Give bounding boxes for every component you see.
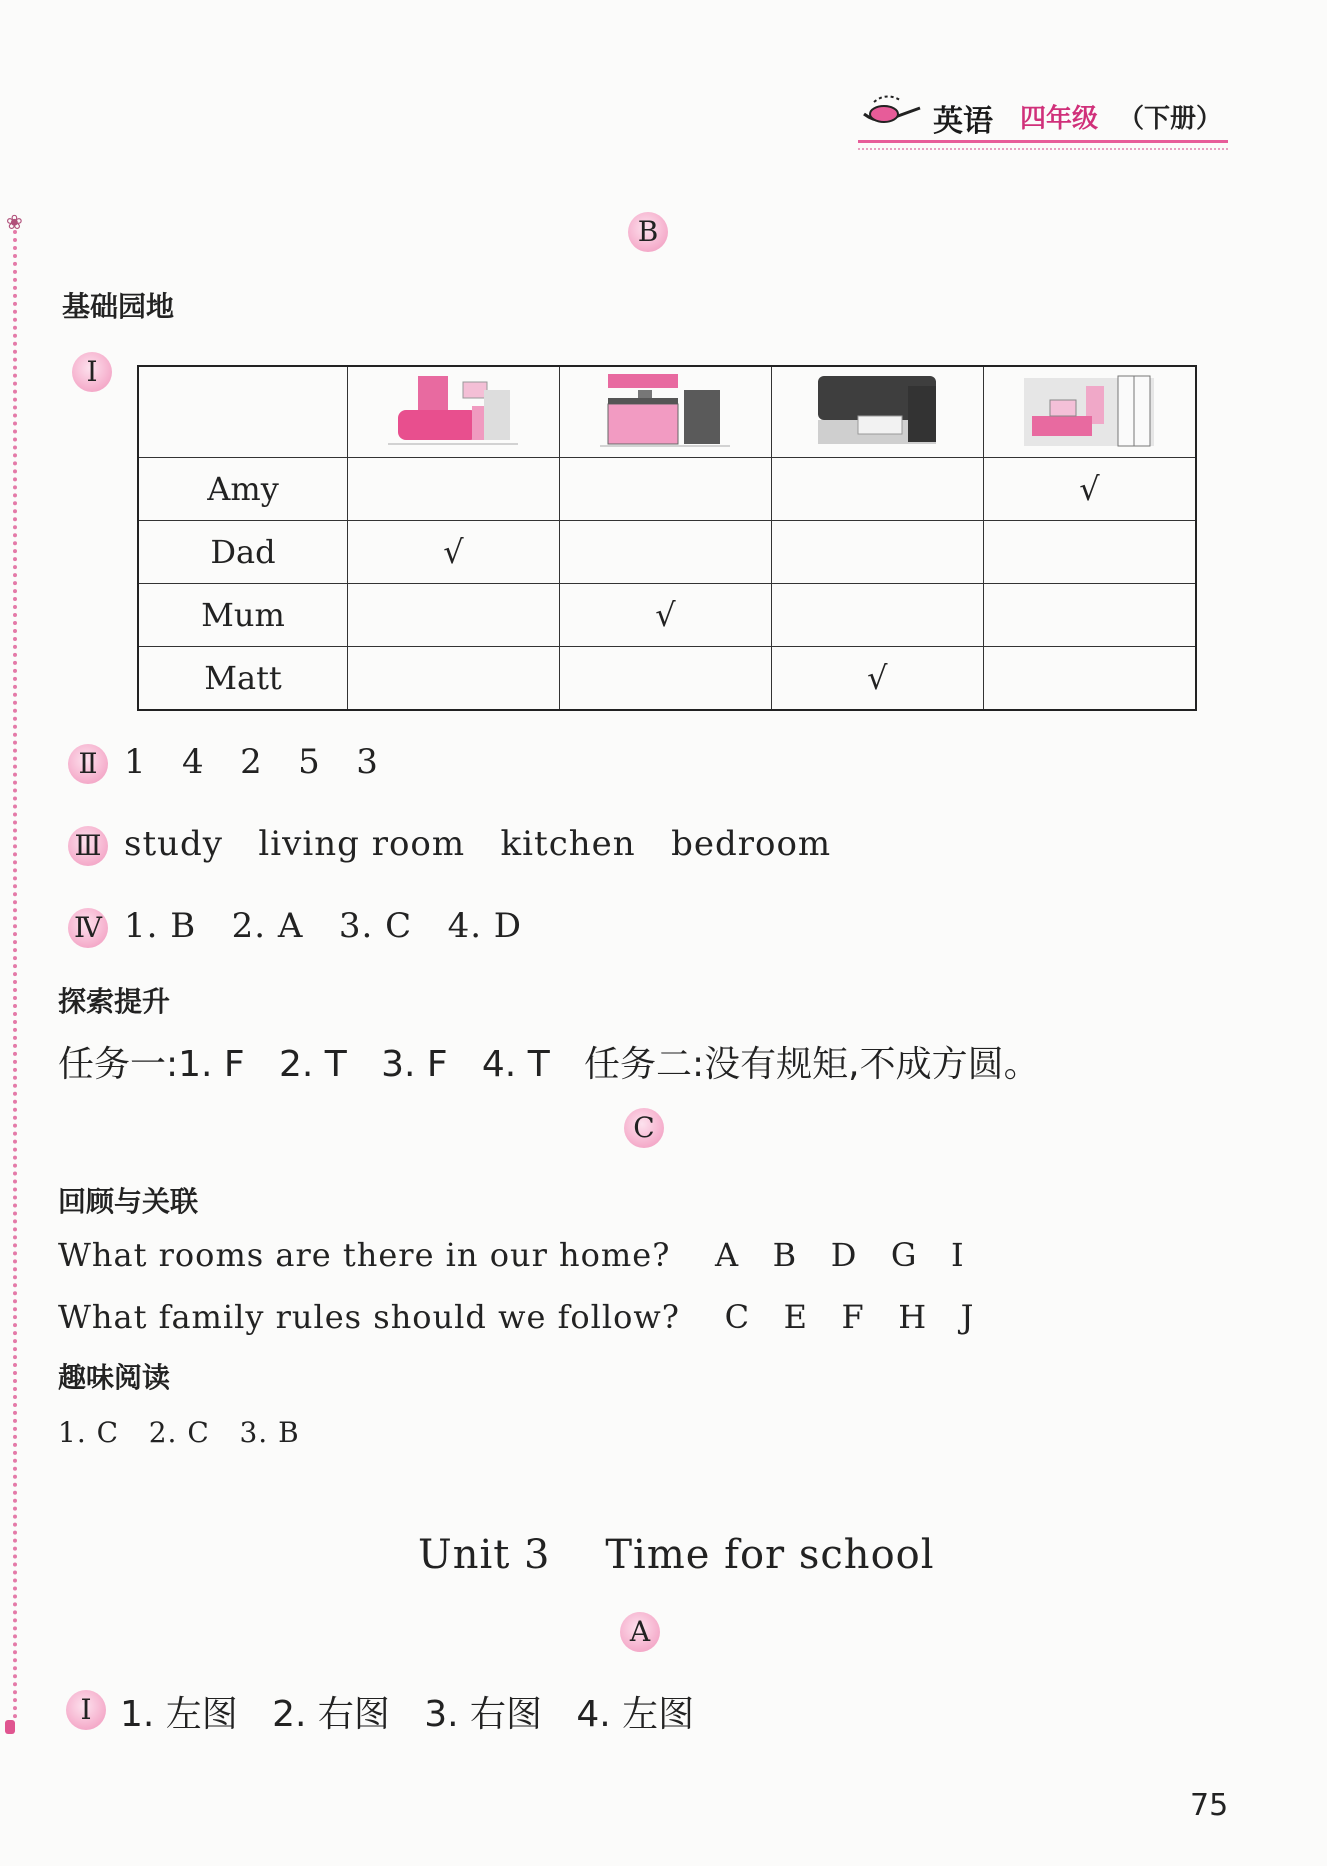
check-cell — [559, 647, 771, 711]
header-dotted-line — [858, 148, 1228, 150]
kitchen-picture — [559, 366, 771, 458]
header-grade: 四年级 — [1020, 104, 1099, 134]
living-room-icon — [812, 370, 942, 450]
check-cell — [771, 584, 983, 647]
reading-section-title: 趣味阅读 — [58, 1361, 171, 1394]
check-cell: √ — [559, 584, 771, 647]
table-row — [138, 458, 1196, 521]
flower-icon: ❀ — [6, 210, 23, 234]
table-row — [138, 521, 1196, 584]
header-volume: （下册） — [1118, 104, 1223, 134]
unit-3-exercise-1-answers: 1. 左图 2. 右图 3. 右图 4. 左图 — [120, 1694, 695, 1735]
table-header-row — [138, 366, 1196, 458]
check-cell: √ — [983, 458, 1196, 521]
check-cell — [348, 458, 560, 521]
review-section-title: 回顾与关联 — [58, 1185, 199, 1218]
check-cell — [348, 647, 560, 711]
section-b-badge: B — [628, 212, 668, 252]
check-cell — [771, 458, 983, 521]
rooms-table — [137, 365, 1197, 711]
study-picture — [983, 366, 1196, 458]
check-cell — [771, 521, 983, 584]
bedroom-picture — [348, 366, 560, 458]
check-cell — [983, 647, 1196, 711]
exercise-2-answers: 1 4 2 5 3 — [124, 742, 379, 782]
exercise-4-badge: Ⅳ — [68, 908, 108, 948]
table-corner-cell — [138, 366, 348, 458]
study-icon — [1024, 370, 1154, 450]
exercise-1-badge: I — [72, 352, 112, 392]
check-cell: √ — [348, 521, 560, 584]
check-cell — [983, 584, 1196, 647]
bedroom-icon — [388, 370, 518, 450]
review-question-1: What rooms are there in our home? A B D G I — [58, 1236, 965, 1274]
publisher-logo-icon — [860, 92, 926, 132]
header-subject: 英语 — [933, 104, 993, 139]
row-name: Matt — [138, 647, 348, 711]
explore-answers: 任务一:1. F 2. T 3. F 4. T 任务二:没有规矩,不成方圆。 — [58, 1044, 1040, 1085]
row-name: Dad — [138, 521, 348, 584]
unit-3-exercise-1-badge: I — [66, 1690, 106, 1730]
row-name: Mum — [138, 584, 348, 647]
living-room-picture — [771, 366, 983, 458]
exercise-4-answers: 1. B 2. A 3. C 4. D — [124, 906, 523, 946]
check-cell — [559, 458, 771, 521]
margin-end-marker — [5, 1720, 15, 1734]
header-underline — [858, 140, 1228, 143]
check-cell — [559, 521, 771, 584]
section-c-badge: C — [624, 1108, 664, 1148]
exercise-3-answers: study living room kitchen bedroom — [124, 824, 832, 864]
page-number: 75 — [1190, 1788, 1229, 1823]
exercise-3-badge: Ⅲ — [68, 826, 108, 866]
explore-section-title: 探索提升 — [58, 985, 171, 1018]
unit-3-section-a-badge: A — [620, 1612, 660, 1652]
kitchen-icon — [600, 370, 730, 450]
margin-dotted-line — [13, 230, 17, 1720]
table-row — [138, 584, 1196, 647]
unit-3-title: Unit 3 Time for school — [418, 1532, 935, 1578]
basic-section-title: 基础园地 — [62, 290, 175, 323]
check-cell: √ — [771, 647, 983, 711]
row-name: Amy — [138, 458, 348, 521]
check-cell — [983, 521, 1196, 584]
table-row — [138, 647, 1196, 711]
reading-answers: 1. C 2. C 3. B — [58, 1416, 300, 1449]
check-cell — [348, 584, 560, 647]
exercise-2-badge: Ⅱ — [68, 744, 108, 784]
review-question-2: What family rules should we follow? C E F H J — [58, 1298, 975, 1336]
